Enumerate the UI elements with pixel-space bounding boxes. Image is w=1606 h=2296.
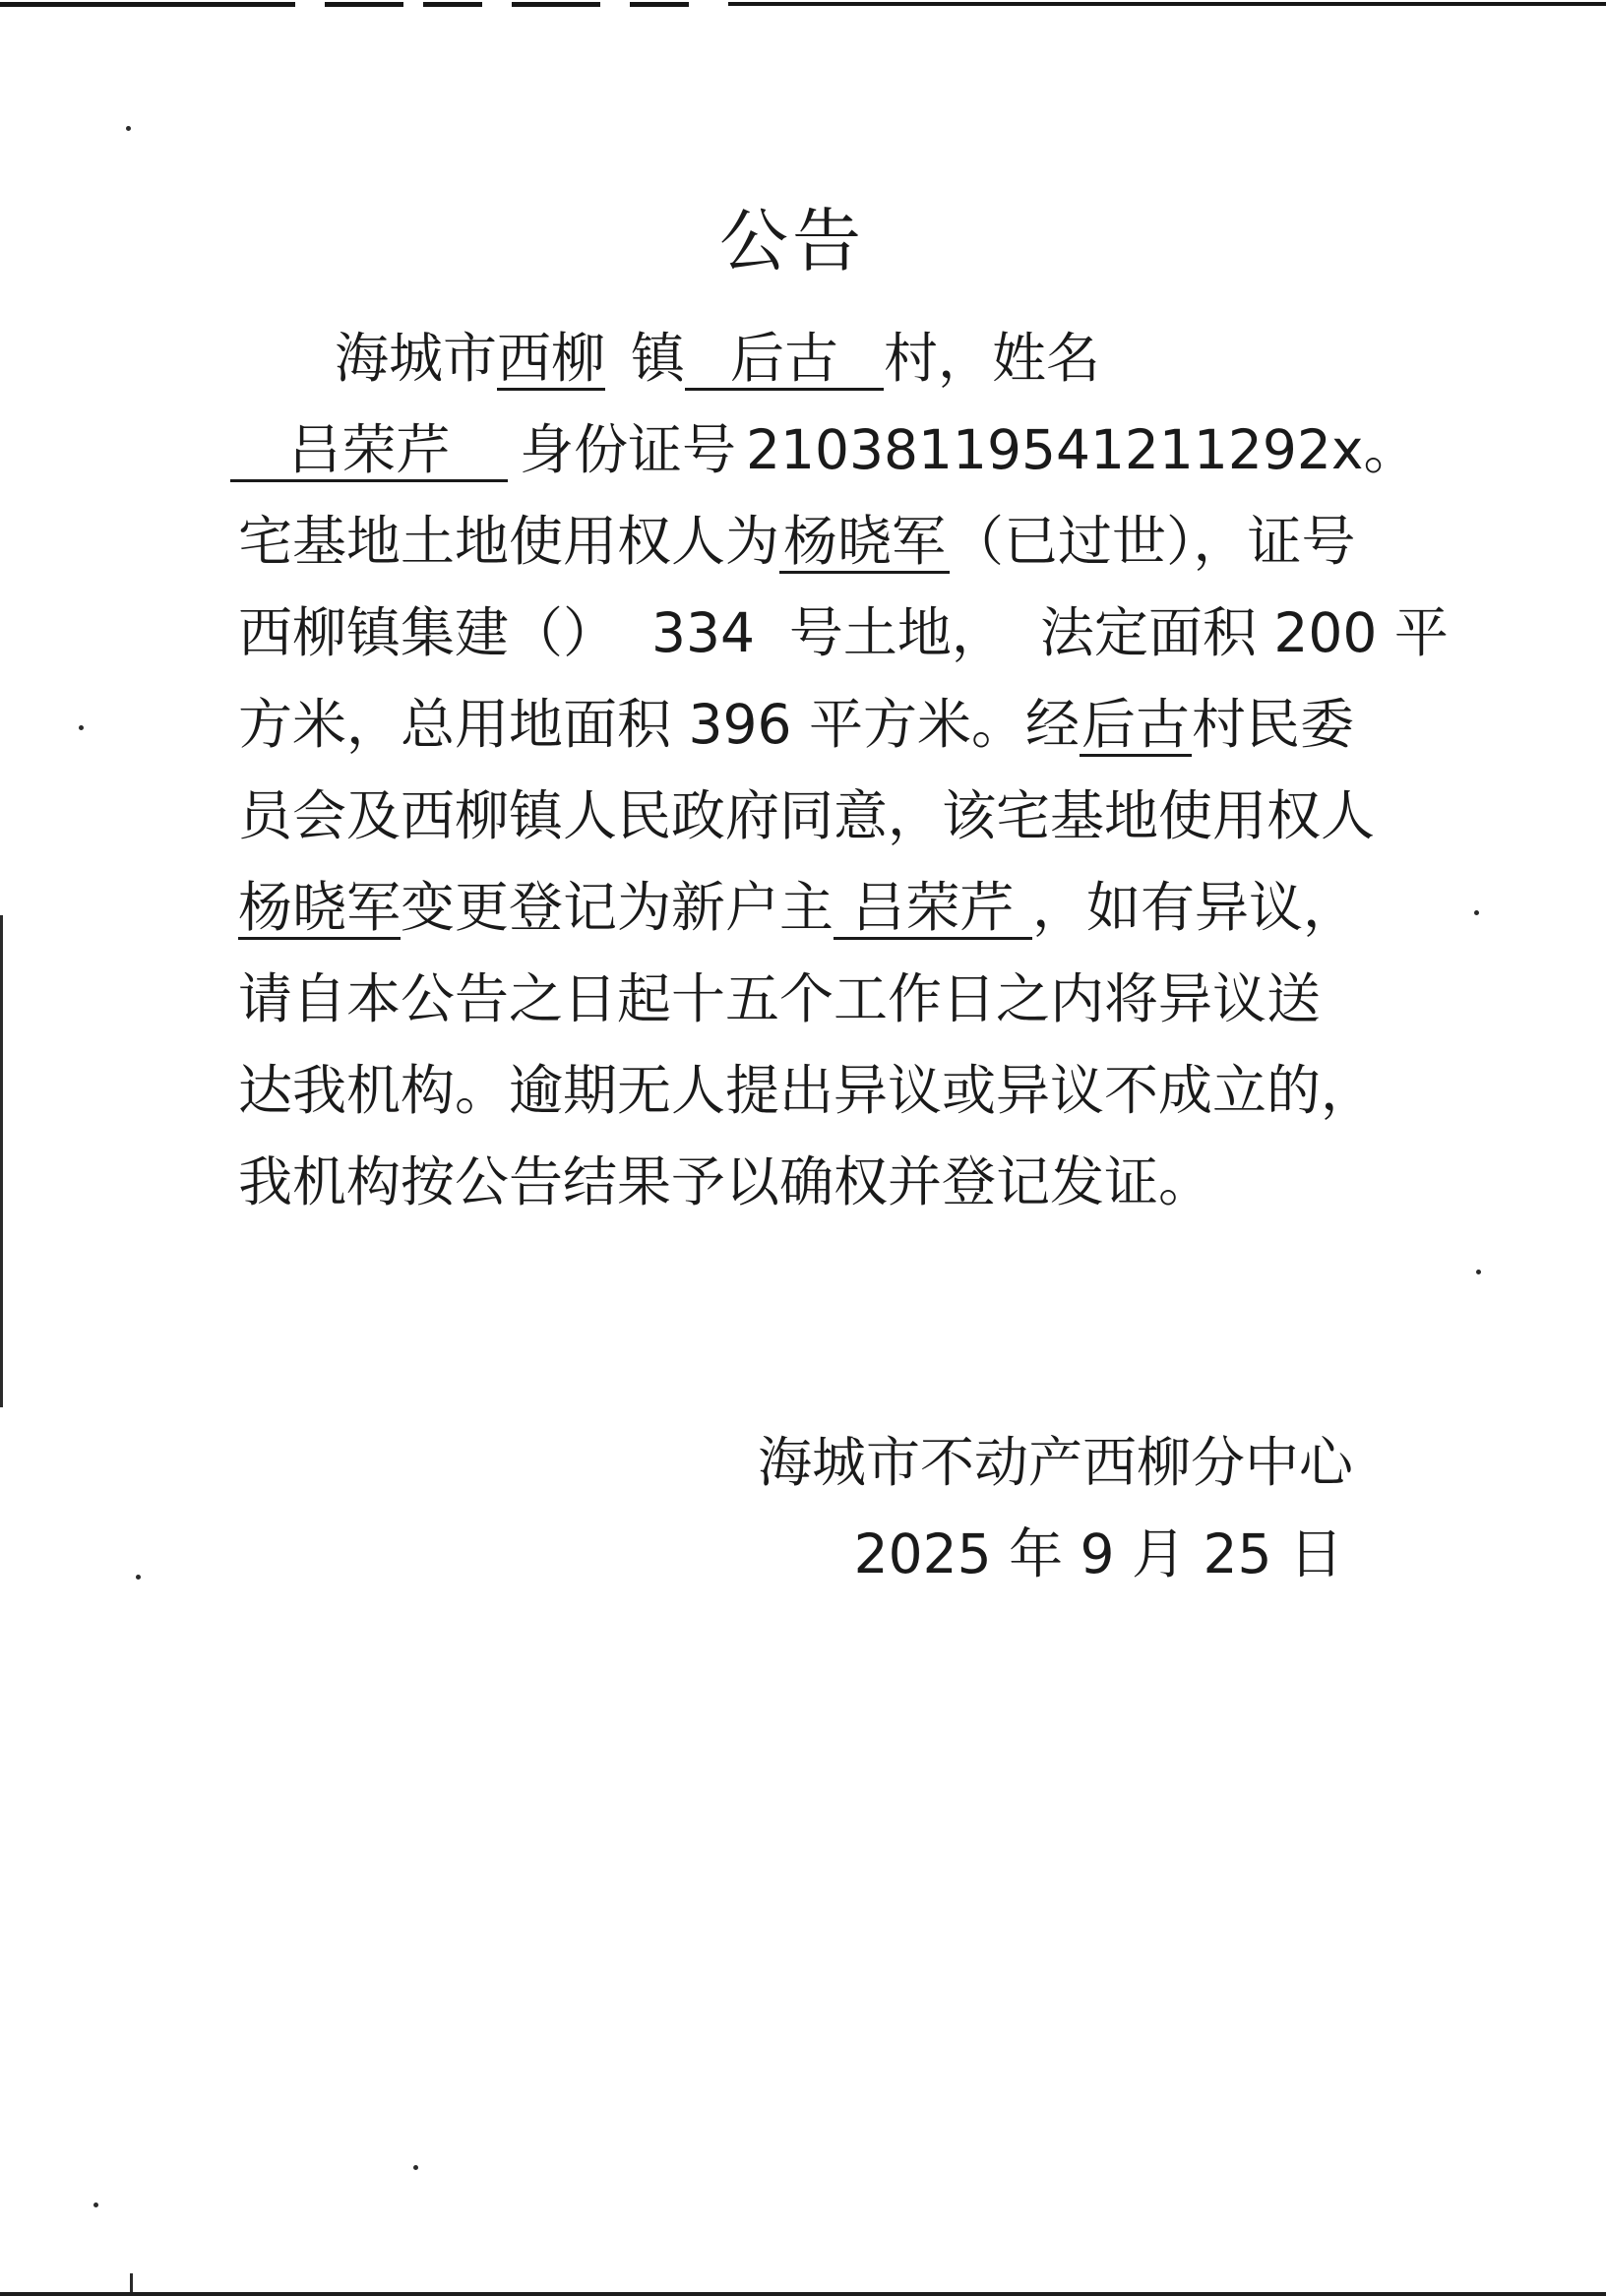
line3-suffix-text: （已过世），证号: [950, 510, 1356, 573]
village-field: 后古: [685, 329, 884, 391]
line10-text: 我机构按公告结果予以确权并登记发证。: [238, 1150, 1213, 1213]
scan-speck: [126, 126, 131, 131]
body-line-8: [238, 954, 1390, 1045]
scan-speck: [413, 2165, 418, 2170]
signature-block: [0, 1417, 1353, 1600]
city-text: 海城市: [335, 327, 498, 390]
original-holder-field: 杨晓军: [779, 512, 950, 574]
line5-suffix-text: 村民委: [1191, 693, 1354, 756]
body-line-4: [238, 588, 1449, 679]
town-field: 西柳: [497, 327, 606, 390]
line5-prefix-text: 方米，总用地面积 396 平方米。经: [238, 693, 1080, 756]
scan-margin-mark: [130, 2273, 133, 2293]
body-line-1: [238, 313, 1390, 404]
scan-speck: [79, 725, 84, 730]
line9-text: 达我机构。逾期无人提出异议或异议不成立的，: [238, 1059, 1376, 1122]
scan-speck: [93, 2203, 98, 2207]
line7-suffix-text: ，如有异议，: [1032, 876, 1358, 939]
body-line-7: [238, 862, 1390, 954]
scan-edge-bottom: [0, 2292, 1606, 2296]
body-line-2: [238, 404, 1418, 496]
id-label-text: 身份证号: [520, 418, 737, 481]
body-line-9: [238, 1045, 1390, 1137]
line6-text: 员会及西柳镇人民政府同意，该宅基地使用权人: [238, 784, 1376, 847]
new-owner-field: 吕荣芹: [834, 878, 1032, 940]
applicant-name-field: 吕荣芹: [230, 420, 508, 482]
line4-text: 西柳镇集建（） 334 号土地， 法定面积 200 平: [238, 601, 1449, 664]
scan-edge-top: [0, 0, 1606, 10]
issuer-text: 海城市不动产西柳分中心: [757, 1431, 1353, 1494]
body-line-10: [238, 1137, 1390, 1228]
scan-speck: [1474, 910, 1479, 915]
notice-body: [238, 313, 1449, 1228]
original-holder-field-2: 杨晓军: [238, 876, 402, 939]
village-suffix-text: 村，姓名: [884, 327, 1101, 390]
village-field-2: 后古: [1081, 693, 1190, 756]
line3-prefix-text: 宅基地土地使用权人为: [238, 510, 780, 573]
body-line-5: [238, 679, 1390, 771]
notice-title: 公告: [719, 201, 865, 281]
line7-middle-text: 变更登记为新户主: [401, 876, 834, 939]
town-suffix-text: 镇: [631, 327, 686, 390]
id-number-text: 21038119541211292x。: [746, 418, 1418, 481]
date-text: 2025 年 9 月 25 日: [853, 1522, 1343, 1585]
body-line-6: [238, 771, 1390, 862]
scan-speck: [1476, 1270, 1481, 1274]
line8-text: 请自本公告之日起十五个工作日之内将异议送: [238, 967, 1322, 1030]
body-line-3: [238, 496, 1390, 588]
scan-margin-mark: [0, 915, 3, 1407]
